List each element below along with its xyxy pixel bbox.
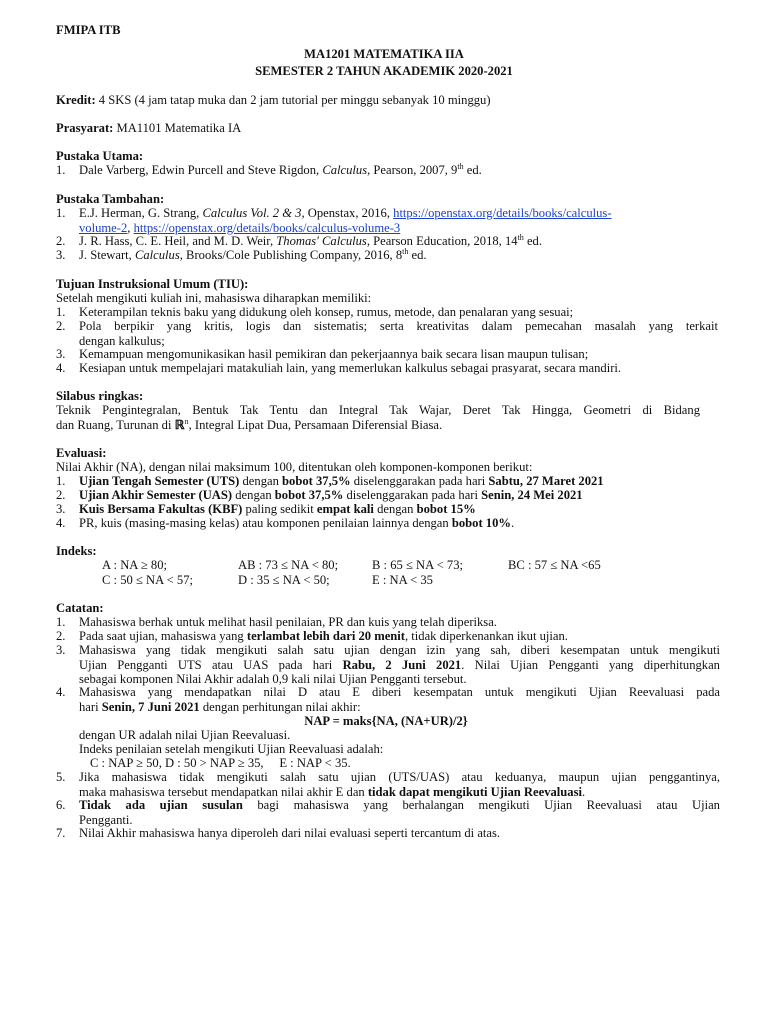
reevaluation-date: Senin, 7 Juni 2021 (101, 699, 200, 714)
indeks-a: A : NA ≥ 80; (102, 558, 167, 572)
text-span: paling sedikit (242, 502, 317, 516)
openstax-volume-2-link-cont[interactable] (79, 221, 127, 235)
openstax-volume-2-link[interactable] (393, 206, 611, 220)
list-number: 3. (56, 502, 66, 516)
list-number: 1. (56, 474, 66, 488)
reference-authors: Dale Varberg, Edwin Purcell and Steve Rigdon, (79, 163, 323, 177)
indeks-b: B : 65 ≤ NA < 73; (372, 558, 463, 572)
real-numbers-symbol: ℝ (174, 417, 185, 432)
text-span: dengan (232, 488, 275, 502)
reference-publisher: , Pearson Education, 2018, 14 (366, 234, 518, 248)
no-makeup-exam-rule: Tidak ada ujian susulan (79, 798, 243, 812)
catatan-text-cont (79, 658, 720, 673)
catatan-item-4 (56, 685, 720, 714)
text-span: bagi mahasiswa yang berhalangan mengikuti Ujian Reevaluasi atau Ujian (242, 798, 720, 812)
nap-formula: NAP = maks{NA, (NA+UR)/2} (304, 714, 468, 728)
edition-superscript: th (517, 233, 524, 242)
reevaluation-indeks: C : NAP ≥ 50, D : 50 > NAP ≥ 35, E : NAP < 35. (90, 756, 351, 770)
reference-title: Calculus (322, 163, 368, 177)
silabus-line-1: Teknik Pengintegralan, Bentuk Tak Tentu dan Integral Tak Wajar, Deret Tak Hingga, Geometri di Bidang (56, 403, 700, 417)
kredit-label: Kredit: (56, 93, 96, 107)
tiu-item-text-cont: dengan kalkulus; (79, 333, 165, 348)
tiu-item-3 (56, 347, 718, 362)
tiu-item-1 (56, 305, 718, 320)
tiu-intro: Setelah mengikuti kuliah ini, mahasiswa diharapkan memiliki: (56, 291, 372, 305)
edition-suffix: ed. (463, 163, 482, 177)
openstax-volume-3-link[interactable]: https://openstax.org/details/books/calculus-volume-3 (133, 220, 401, 235)
list-number: 2. (56, 319, 66, 333)
kbf-weight: bobot 15% (416, 502, 476, 516)
list-number: 4. (56, 685, 66, 699)
kbf-frequency: empat kali (316, 502, 374, 516)
catatan-item-7 (56, 826, 500, 841)
tiu-item-text: Pola berpikir yang kritis, logis dan sistematis; serta kreativitas dalam pemecahan masalah yang terkait (79, 319, 718, 333)
indeks-c: C : 50 ≤ NA < 57; (102, 573, 193, 587)
uts-weight: bobot 37,5% (282, 474, 351, 488)
uts-label: Ujian Tengah Semester (UTS) (79, 474, 240, 488)
kredit-line (56, 93, 491, 108)
replacement-exam-date: Rabu, 2 Juni 2021 (342, 657, 462, 672)
text-span: diselenggarakan pada hari (350, 474, 489, 488)
uas-label: Ujian Akhir Semester (UAS) (79, 488, 233, 502)
list-number: 1. (56, 206, 66, 220)
evaluasi-heading: Evaluasi: (56, 446, 107, 460)
text-span: . Nilai Ujian Pengganti yang diperhitungkan (461, 657, 720, 672)
reference-publisher: , Pearson, 2007, 9 (367, 163, 458, 177)
list-number: 2. (56, 629, 66, 643)
link-text-part1: https://openstax.org/details/books/calculus- (393, 206, 612, 220)
catatan-item-3 (56, 643, 720, 687)
pustaka-tambahan-item-1 (56, 206, 716, 235)
text-span: PR, kuis (masing-masing kelas) atau komponen penilaian lainnya dengan (79, 516, 452, 530)
pustaka-utama-item (56, 163, 482, 178)
catatan-text-cont (56, 785, 720, 800)
list-number: 2. (56, 488, 66, 502)
catatan-text-cont: Pengganti. (79, 812, 133, 827)
tiu-item-2 (56, 319, 718, 348)
list-number: 3. (56, 347, 66, 361)
evaluasi-intro: Nilai Akhir (NA), dengan nilai maksimum 100, ditentukan oleh komponen-komponen berikut: (56, 460, 533, 474)
course-semester: SEMESTER 2 TAHUN AKADEMIK 2020-2021 (255, 64, 513, 78)
uas-date: Senin, 24 Mei 2021 (481, 488, 583, 502)
catatan-text: Mahasiswa yang tidak mengikuti salah satu ujian dengan izin yang sah, diberi kesempatan untuk mengikuti (79, 643, 720, 657)
indeks-heading: Indeks: (56, 544, 97, 558)
text-span: diselenggarakan pada hari (343, 488, 482, 502)
tiu-item-text: Keterampilan teknis baku yang didukung oleh konsep, rumus, metode, dan penalaran yang sesuai; (79, 305, 574, 319)
text-span: dengan perhitungan nilai akhir: (199, 699, 361, 714)
tiu-heading: Tujuan Instruksional Umum (TIU): (56, 277, 249, 291)
list-number: 1. (56, 163, 66, 177)
list-number: 3. (56, 643, 66, 657)
indeks-ab: AB : 73 ≤ NA < 80; (238, 558, 339, 572)
text-span: Pada saat ujian, mahasiswa yang (79, 629, 247, 643)
catatan-text-cont (56, 700, 720, 715)
reference-title: Calculus Vol. 2 & 3 (202, 206, 302, 220)
edition-suffix: ed. (408, 248, 427, 262)
pustaka-tambahan-item-3 (56, 248, 427, 263)
prasyarat-line (56, 121, 241, 136)
indeks-bc: BC : 57 ≤ NA <65 (508, 558, 601, 572)
reference-title: Thomas' Calculus (276, 234, 367, 248)
text-span: . (581, 784, 586, 799)
text-span: Ujian Pengganti UTS atau UAS pada hari (79, 657, 343, 672)
list-number: 5. (56, 770, 66, 784)
evaluasi-uts (56, 474, 604, 489)
edition-superscript: th (457, 162, 464, 171)
catatan-text: Mahasiswa yang mendapatkan nilai D atau E diberi kesempatan untuk mengikuti Ujian Reevaluasi pada (79, 685, 720, 699)
pustaka-utama-heading: Pustaka Utama: (56, 149, 144, 163)
catatan-text: Mahasiswa berhak untuk melihat hasil penilaian, PR dan kuis yang telah diperiksa. (79, 615, 497, 629)
indeks-d: D : 35 ≤ NA < 50; (238, 573, 330, 587)
silabus-line-2-end: , Integral Lipat Dua, Persamaan Diferensial Biasa. (188, 417, 443, 432)
link-separator: , (127, 220, 134, 235)
tiu-item-text: Kemampuan mengomunikasikan hasil pemikiran dan pekerjaannya baik secara lisan maupun tulisan; (79, 347, 589, 361)
link-text-part2: volume-2 (79, 220, 128, 235)
list-number: 7. (56, 826, 66, 840)
uas-weight: bobot 37,5% (274, 488, 344, 502)
tiu-item-text: Kesiapan untuk mempelajari matakuliah lain, yang memerlukan kalkulus sebagai prasyarat, secara mandiri. (79, 361, 622, 375)
catatan-text: Nilai Akhir mahasiswa hanya diperoleh dari nilai evaluasi seperti tercantum di atas. (79, 826, 501, 840)
pr-weight: bobot 10% (451, 516, 511, 530)
reference-title: Calculus (134, 248, 180, 262)
edition-superscript: th (402, 247, 409, 256)
list-number: 3. (56, 248, 66, 262)
evaluasi-uas (56, 488, 583, 503)
uts-date: Sabtu, 27 Maret 2021 (488, 474, 604, 488)
text-span: . (510, 516, 515, 530)
reference-authors: J. Stewart, (79, 248, 135, 262)
tiu-item-4 (56, 361, 718, 376)
catatan-item-4-indeks: Indeks penilaian setelah mengikuti Ujian Reevaluasi adalah: (79, 742, 384, 756)
catatan-item-2 (56, 629, 568, 644)
text-span: , tidak diperkenankan ikut ujian. (404, 629, 568, 643)
dimension-superscript: n (184, 416, 189, 426)
catatan-text-cont: sebagai komponen Nilai Akhir adalah 0,9 kali nilai Ujian Pengganti tersebut. (79, 672, 467, 687)
text-span: hari (79, 699, 102, 714)
catatan-item-4-ur: dengan UR adalah nilai Ujian Reevaluasi. (79, 728, 291, 742)
no-reevaluation-rule: tidak dapat mengikuti Ujian Reevaluasi (367, 784, 582, 799)
prasyarat-label: Prasyarat: (56, 121, 114, 135)
prasyarat-value: MA1101 Matematika IA (113, 121, 242, 135)
catatan-text (79, 798, 720, 813)
reference-authors: E.J. Herman, G. Strang, (79, 206, 203, 220)
catatan-heading: Catatan: (56, 601, 104, 615)
list-number: 2. (56, 234, 66, 248)
catatan-item-5 (56, 770, 720, 799)
catatan-item-1 (56, 615, 497, 630)
institution-label: FMIPA ITB (56, 23, 121, 37)
silabus-line-2 (56, 418, 700, 433)
text-span: dengan (239, 474, 283, 488)
pustaka-tambahan-heading: Pustaka Tambahan: (56, 192, 165, 206)
evaluasi-kbf (56, 502, 476, 517)
kbf-label: Kuis Bersama Fakultas (KBF) (79, 502, 243, 516)
text-span: maka mahasiswa tersebut mendapatkan nilai akhir E dan (79, 784, 368, 799)
edition-suffix: ed. (523, 234, 542, 248)
text-span: dengan (373, 502, 417, 516)
list-number: 4. (56, 516, 66, 530)
reference-authors: J. R. Hass, C. E. Heil, and M. D. Weir, (79, 234, 277, 248)
evaluasi-pr (56, 516, 514, 531)
silabus-line-2-start: dan Ruang, Turunan di (56, 417, 175, 432)
catatan-item-6 (56, 798, 720, 827)
list-number: 1. (56, 615, 66, 629)
catatan-text: Jika mahasiswa tidak mengikuti salah satu ujian (UTS/UAS) atau keduanya, maupun ujian penggantinya, (79, 770, 720, 784)
indeks-e: E : NA < 35 (372, 573, 433, 587)
list-number: 1. (56, 305, 66, 319)
pustaka-tambahan-item-2 (56, 234, 542, 249)
kredit-value: 4 SKS (4 jam tatap muka dan 2 jam tutorial per minggu sebanyak 10 minggu) (95, 93, 491, 107)
silabus-text (56, 403, 700, 432)
silabus-heading: Silabus ringkas: (56, 389, 144, 403)
late-rule: terlambat lebih dari 20 menit (246, 629, 405, 643)
reference-publisher: , Brooks/Cole Publishing Company, 2016, 8 (179, 248, 403, 262)
course-title: MA1201 MATEMATIKA IIA (304, 47, 464, 61)
list-number: 4. (56, 361, 66, 375)
list-number: 6. (56, 798, 66, 812)
reference-publisher: , Openstax, 2016, (301, 206, 394, 220)
